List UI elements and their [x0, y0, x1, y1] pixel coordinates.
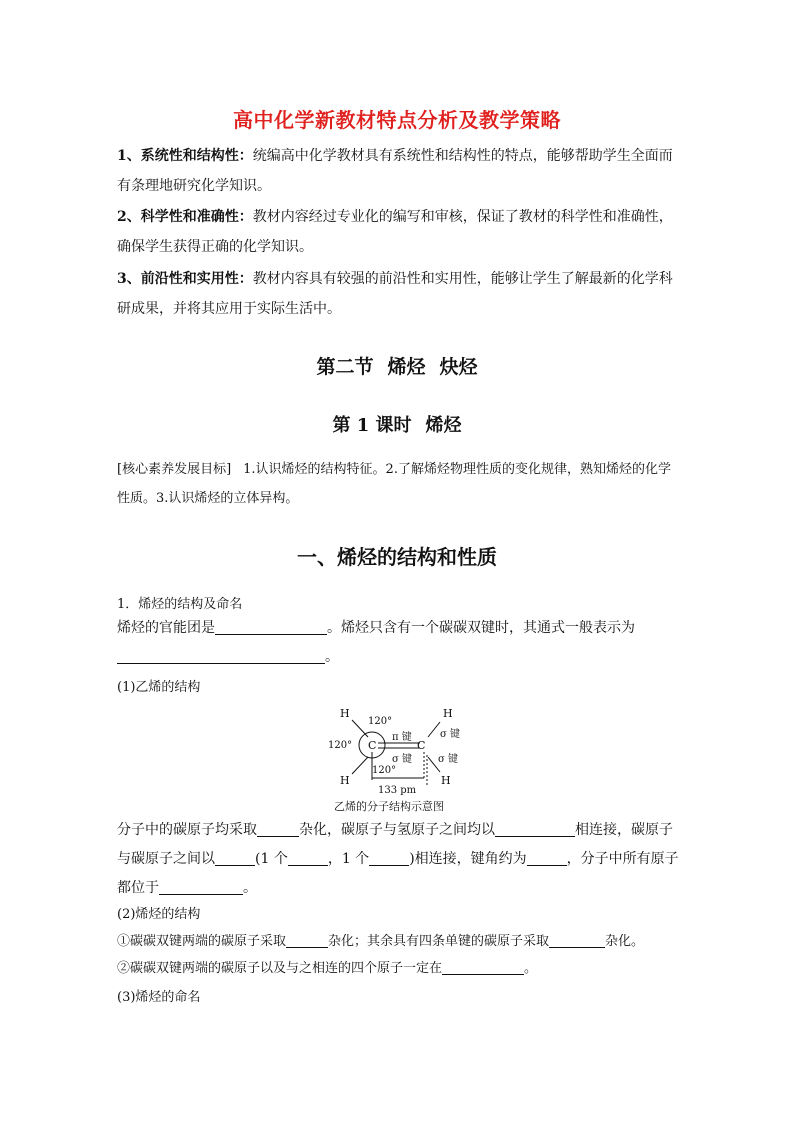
atom-label: H: [443, 707, 453, 720]
ethylene-structure-diagram: [318, 700, 478, 818]
feature-label: 1、系统性和结构性：: [117, 148, 253, 164]
sigma-bond-label: σ 键: [440, 729, 461, 740]
feature-label: 2、科学性和准确性：: [117, 209, 253, 225]
angle-label: 120°: [372, 765, 397, 776]
item-heading-alkene-structure: (2)烯烃的结构: [117, 907, 201, 922]
fill-in-line-2: 。: [117, 643, 682, 672]
feature-paragraph-1: [117, 141, 682, 201]
feature-label: 3、前沿性和实用性：: [117, 271, 253, 287]
part-title: 一、烯烃的结构和性质: [297, 545, 497, 569]
answer-blank[interactable]: [288, 851, 328, 866]
bond-length-label: 133 pm: [378, 785, 417, 796]
feature-paragraph-3: [117, 264, 682, 324]
feature-text: 教材内容具有较强的前沿性和实用性，能够让学生了解最新的化学科研成果，并将其应用于实际生活中。: [117, 271, 673, 317]
atom-label: C: [368, 739, 377, 752]
atom-label: H: [340, 774, 350, 787]
answer-blank[interactable]: [527, 851, 567, 866]
subsection-heading: 1．烯烃的结构及命名: [117, 597, 243, 612]
goals-label: [核心素养发展目标]: [117, 462, 232, 477]
answer-blank[interactable]: [495, 822, 575, 837]
feature-paragraph-2: [117, 202, 682, 262]
bond-line: [428, 722, 440, 737]
answer-blank[interactable]: [215, 620, 327, 635]
atom-label: H: [340, 707, 350, 720]
answer-blank[interactable]: [257, 822, 299, 837]
sigma-bond-label: σ 键: [392, 754, 413, 765]
atom-label: H: [441, 774, 451, 787]
fill-in-line-3: ①碳碳双键两端的碳原子采取 杂化；其余具有四条单键的碳原子采取 杂化。: [117, 934, 645, 949]
answer-blank[interactable]: [215, 851, 255, 866]
core-goals: [117, 455, 682, 513]
angle-label: 120°: [328, 740, 353, 751]
answer-blank[interactable]: [159, 880, 243, 895]
document-title: 高中化学新教材特点分析及教学策略: [233, 108, 561, 132]
answer-blank[interactable]: [117, 649, 325, 664]
fill-in-line-1: 烯烃的官能团是 。烯烃只含有一个碳碳双键时，其通式一般表示为: [117, 620, 635, 636]
item-heading-ethylene: (1)乙烯的结构: [117, 680, 201, 695]
feature-text: 教材内容经过专业化的编写和审核，保证了教材的科学性和准确性，确保学生获得正确的化学知识。: [117, 209, 673, 255]
fill-in-paragraph-ethylene: 分子中的碳原子均采取 杂化，碳原子与氢原子之间均以 相连接，碳原子与碳原子之间以 (1 个 ，1 个 )相连接，键角约为 ，分子中所有原子都位于 。: [117, 822, 679, 896]
lesson-title: 第 1 课时 烯烃: [332, 415, 462, 436]
item-heading-naming: (3)烯烃的命名: [117, 990, 201, 1005]
answer-blank[interactable]: [286, 933, 328, 948]
answer-blank[interactable]: [549, 933, 605, 948]
goals-text: 1.认识烯烃的结构特征。2.了解烯烃物理性质的变化规律，熟知烯烃的化学性质。3.认识烯烃的立体异构。: [117, 462, 671, 506]
feature-text: 统编高中化学教材具有系统性和结构性的特点，能够帮助学生全面而有条理地研究化学知识。: [117, 148, 673, 194]
figure-caption: 乙烯的分子结构示意图: [334, 800, 444, 813]
answer-blank[interactable]: [369, 851, 409, 866]
fill-in-line-4: ②碳碳双键两端的碳原子以及与之相连的四个原子一定在 。: [117, 961, 538, 976]
bond-line: [352, 757, 368, 774]
section-title: 第二节 烯烃 炔烃: [316, 356, 478, 378]
pi-bond-label: π 键: [392, 732, 412, 743]
atom-label: C: [417, 739, 426, 752]
answer-blank[interactable]: [442, 960, 524, 975]
sigma-bond-label: σ 键: [438, 754, 459, 765]
angle-label: 120°: [368, 716, 393, 727]
bond-line: [352, 720, 368, 737]
